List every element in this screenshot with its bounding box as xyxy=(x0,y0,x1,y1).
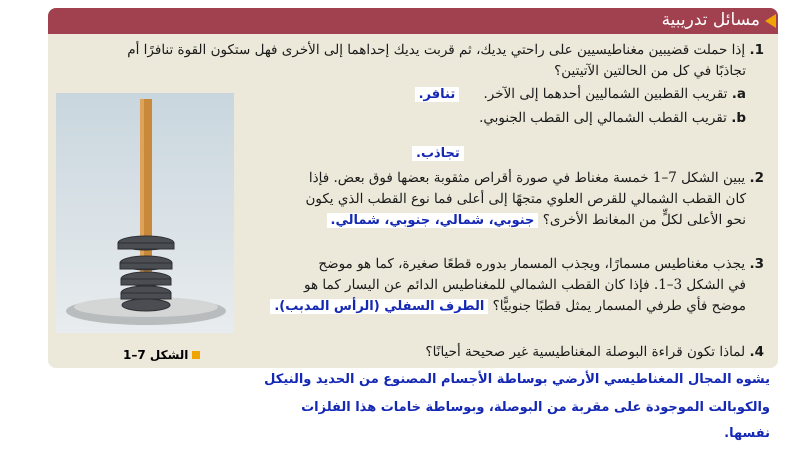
section-header xyxy=(48,8,778,34)
magnets-photo xyxy=(56,93,234,333)
answer-4-line-2: والكوبالت الموجودة على مقربة من البوصلة، وبوساطة خامات هذا الفلزات xyxy=(301,400,770,415)
practice-problems-panel xyxy=(48,8,778,368)
question-text: موضح فأي طرفي المسمار يمثل قطبًا جنوبيًّا؟ xyxy=(492,298,746,314)
answer-text: تنافر. xyxy=(415,87,460,102)
section-title: مسائل تدريبية xyxy=(661,10,760,30)
answer-text: تجاذب. xyxy=(412,146,464,161)
answer-4-line-3: نفسها. xyxy=(724,426,770,441)
question-text: نحو الأعلى لكلٍّ من المغانط الأخرى؟ xyxy=(542,212,746,228)
figure-caption xyxy=(123,348,200,362)
question-2 xyxy=(234,168,764,231)
question-1b xyxy=(246,108,746,129)
caption-text: الشكل 7–1 xyxy=(123,348,189,362)
question-text: يجذب مغناطيس مسمارًا، ويجذب المسمار بدوره قطعًا صغيرة، كما هو موضح xyxy=(318,256,746,272)
question-number: 4. xyxy=(749,344,764,360)
item-text: تقريب القطب الشمالي إلى القطب الجنوبي. xyxy=(479,110,727,126)
question-text: إذا حملت قضيبين مغناطيسيين على راحتي يديك، ثم قربت يديك إحداهما إلى الأخرى فهل ستكون القوة تنافرًا أم xyxy=(127,42,746,58)
play-arrow-icon xyxy=(765,14,776,28)
item-label: a. xyxy=(731,86,746,102)
caption-square-icon xyxy=(192,351,200,359)
question-text: يبين الشكل 7–1 خمسة مغناط في صورة أقراص مثقوبة بعضها فوق بعض. فإذا xyxy=(308,170,746,186)
question-number: 3. xyxy=(749,256,764,272)
question-text: لماذا تكون قراءة البوصلة المغناطيسية غير صحيحة أحيانًا؟ xyxy=(425,344,746,360)
question-1a xyxy=(246,84,746,105)
question-text: في الشكل 3–1. فإذا كان القطب الشمالي للمغناطيس الدائم عن اليسار كما هو xyxy=(304,277,746,293)
stacked-magnets-figure xyxy=(56,93,234,333)
question-number: 1. xyxy=(749,42,764,58)
question-1 xyxy=(64,40,764,82)
question-text: تجاذبًا في كل من الحالتين الآتيتين؟ xyxy=(554,63,746,79)
answer-text: جنوبي، شمالي، جنوبي، شمالي. xyxy=(327,213,539,228)
question-4 xyxy=(234,342,764,363)
answer-4-line-1: يشوه المجال المغناطيسي الأرضي بوساطة الأجسام المصنوع من الحديد والنيكل xyxy=(264,372,770,387)
question-3 xyxy=(234,254,764,317)
item-text: تقريب القطبين الشماليين أحدهما إلى الآخر. xyxy=(483,86,728,102)
question-number: 2. xyxy=(749,170,764,186)
item-label: b. xyxy=(731,110,746,126)
answer-text: الطرف السفلي (الرأس المدبب). xyxy=(270,299,488,314)
question-text: كان القطب الشمالي للقرص العلوي متجهًا إلى أعلى فما نوع القطب الذي يكون xyxy=(305,191,746,207)
